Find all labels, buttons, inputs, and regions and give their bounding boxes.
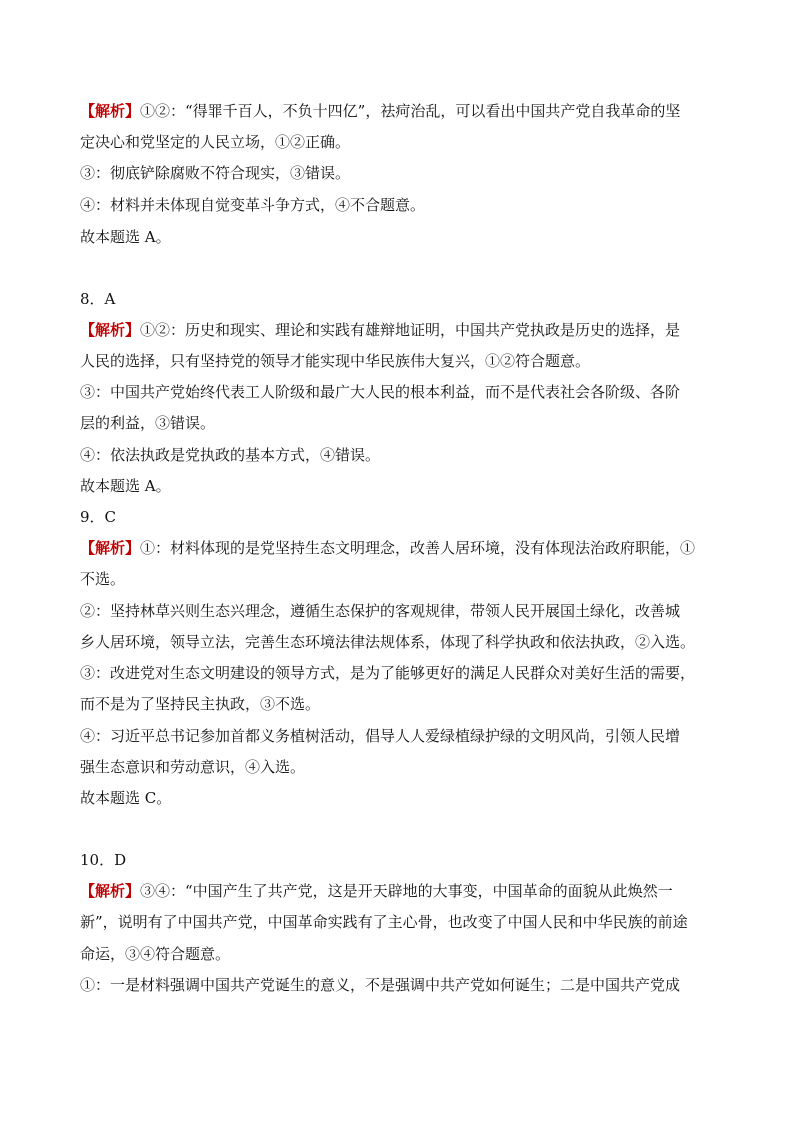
q9-line-1: 【解析】①：材料体现的是党坚持生态文明理念，改善人居环境，没有体现法治政府职能，①: [80, 539, 696, 557]
q9-line-7: ④：习近平总书记参加首都义务植树活动，倡导人人爱绿植绿护绿的文明风尚，引领人民增: [80, 727, 681, 745]
q8-line-3: ③：中国共产党始终代表工人阶级和最广大人民的根本利益，而不是代表社会各阶级、各阶: [80, 383, 681, 401]
q8-line-5: ④：依法执政是党执政的基本方式，④错误。: [80, 446, 381, 464]
q10-heading: 10．D: [80, 851, 127, 869]
q9-line-5: ③：改进党对生态文明建设的领导方式，是为了能够更好的满足人民群众对美好生活的需要，: [80, 664, 696, 682]
q9-answer: 故本题选 C。: [80, 789, 172, 807]
q9-line-4: 乡人居环境，领导立法，完善生态环境法律法规体系，体现了科学执政和依法执政，②入选。: [80, 633, 696, 651]
q10-line-4: ①：一是材料强调中国共产党诞生的意义，不是强调中共产党如何诞生；二是中国共产党成: [80, 976, 681, 994]
analysis-label: 【解析】: [80, 321, 141, 339]
q7-line-4: ④：材料并未体现自觉变革斗争方式，④不合题意。: [80, 196, 426, 214]
q8-answer: 故本题选 A。: [80, 477, 171, 495]
analysis-label: 【解析】: [80, 882, 141, 900]
q7-line-3: ③：彻底铲除腐败不符合现实，③错误。: [80, 164, 351, 182]
analysis-label: 【解析】: [80, 102, 141, 120]
q9-line-8: 强生态意识和劳动意识，④入选。: [80, 758, 306, 776]
q10-line-1: 【解析】③④：“中国产生了共产党，这是开天辟地的大事变，中国革命的面貌从此焕然一: [80, 882, 673, 900]
q9-line-6: 而不是为了坚持民主执政，③不选。: [80, 695, 321, 713]
q8-line-4: 层的利益，③错误。: [80, 414, 216, 432]
q8-line-2: 人民的选择，只有坚持党的领导才能实现中华民族伟大复兴，①②符合题意。: [80, 352, 591, 370]
q10-line-2: 新”，说明有了中国共产党，中国革命实践有了主心骨，也改变了中国人民和中华民族的前途: [80, 913, 688, 931]
q10-line-3: 命运，③④符合题意。: [80, 945, 231, 963]
analysis-label: 【解析】: [80, 539, 141, 557]
q9-line-2: 不选。: [80, 570, 126, 588]
q7-line-2: 定决心和党坚定的人民立场，①②正确。: [80, 133, 351, 151]
q9-heading: 9．C: [80, 508, 117, 526]
q9-line-3: ②：坚持林草兴则生态兴理念，遵循生态保护的客观规律，带领人民开展国土绿化，改善城: [80, 602, 681, 620]
q8-heading: 8．A: [80, 290, 116, 308]
q8-line-1: 【解析】①②：历史和现实、理论和实践有雄辩地证明，中国共产党执政是历史的选择，是: [80, 321, 681, 339]
q7-answer: 故本题选 A。: [80, 228, 171, 246]
q7-line-1: 【解析】①②：“得罪千百人，不负十四亿”，祛疴治乱，可以看出中国共产党自我革命的坚: [80, 102, 681, 120]
